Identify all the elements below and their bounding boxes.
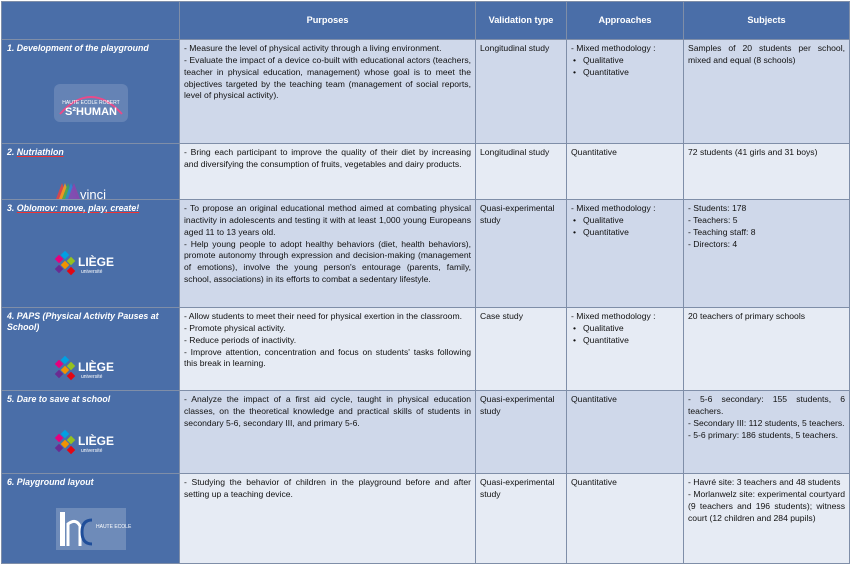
logo-text: LIÈGE (77, 360, 114, 374)
approaches-cell (567, 40, 684, 144)
approach-item: • Qualitative (571, 215, 679, 227)
subjects-cell (684, 308, 850, 391)
purpose-line: - Measure the level of physical activity through a living environment. (184, 43, 442, 53)
project-cell (2, 200, 180, 308)
project-number: 1. (7, 43, 15, 53)
table-row (2, 200, 850, 308)
approach-item: • Quantitative (571, 335, 679, 347)
header-validation-type: Validation type (476, 2, 567, 40)
table-row (2, 474, 850, 564)
approach-item: • Quantitative (571, 67, 679, 79)
project-cell (2, 474, 180, 564)
project-name: Development of the playground (16, 43, 149, 53)
liege-universite-logo (46, 240, 136, 286)
subject-line: - Students: 178 (688, 203, 747, 213)
subject-line: - Secondary III: 112 students, 5 teachers. (688, 417, 845, 428)
project-name: Nutriathlon (16, 147, 64, 157)
table-row (2, 40, 850, 144)
approach-item: • Qualitative (571, 55, 679, 67)
project-name: Dare to save at school (16, 394, 111, 404)
approach-item: - Mixed methodology : (571, 203, 656, 213)
approaches-list (571, 311, 679, 347)
logo-holder (2, 419, 179, 465)
logo-holder (2, 169, 179, 200)
purposes-cell (180, 40, 476, 144)
logo-small-text: HAUTE ECOLE ROBERT (61, 100, 120, 106)
table-row (2, 308, 850, 391)
logo-holder (2, 345, 179, 391)
logo-small-text: université (80, 269, 102, 275)
approaches-list (571, 147, 679, 159)
purpose-line: - Help young people to adopt healthy behaviors (diet, health behaviors), promote autonomy through expression and decision-making (management of emotions), involve the young person's entourage (parents, family, school, associations) in its efforts to combat a sedentary lifestyle. (184, 238, 471, 285)
project-title (7, 43, 174, 54)
project-number: 4. (7, 311, 15, 321)
purposes-cell (180, 308, 476, 391)
logo-small-text: université (80, 448, 102, 454)
purposes-cell (180, 144, 476, 200)
logo-holder (2, 80, 179, 126)
vinci-logo (46, 169, 136, 200)
approach-item: Quantitative (571, 477, 617, 487)
subjects-cell (684, 391, 850, 474)
purpose-line: - Improve attention, concentration and focus on students' tasks following this break in learning. (184, 346, 471, 369)
project-title (7, 311, 174, 333)
project-title (7, 477, 174, 488)
header-purposes: Purposes (180, 2, 476, 40)
approach-item: • Quantitative (571, 227, 679, 239)
purpose-line: - Evaluate the impact of a device co-built with educational actors (teachers, teacher in physical education, management) whose goal is to meet the objectives targeted by the teaching team (management of social reports, level of physical activity). (184, 54, 471, 101)
purpose-line: - To propose an original educational method aimed at combating physical inactivity in adolescents and testing it with at least 1,000 young Europeans aged 11 to 13 years old. (184, 203, 471, 237)
header-approaches: Approaches (567, 2, 684, 40)
approaches-cell (567, 474, 684, 564)
validation-cell: Quasi-experimental study (476, 474, 567, 564)
approaches-cell (567, 144, 684, 200)
project-title (7, 203, 174, 214)
liege-universite-logo (46, 419, 136, 465)
haute-ecole-logo (46, 506, 136, 552)
logo-small-text: université (80, 374, 102, 380)
purpose-line: - Reduce periods of inactivity. (184, 334, 297, 345)
approach-item: Quantitative (571, 394, 617, 404)
approaches-cell (567, 391, 684, 474)
subjects-cell (684, 200, 850, 308)
purpose-line: - Analyze the impact of a first aid cycle, taught in physical education classes, on the theoretical knowledge and practical skills of students in secondary 5-6, secondary III, and primary 5-6. (184, 394, 471, 428)
logo-text: LIÈGE (77, 255, 114, 269)
approach-item: Quantitative (571, 147, 617, 157)
logo-holder (2, 240, 179, 286)
subject-line: - 5-6 primary: 186 students, 5 teachers. (688, 429, 838, 440)
approaches-list (571, 394, 679, 406)
project-number: 3. (7, 203, 15, 213)
logo-text: vinci (79, 187, 106, 200)
validation-cell: Case study (476, 308, 567, 391)
subjects-cell (684, 474, 850, 564)
approaches-list (571, 203, 679, 239)
table-row (2, 391, 850, 474)
header-project (2, 2, 180, 40)
subject-line: 72 students (41 girls and 31 boys) (688, 147, 818, 157)
purpose-line: - Studying the behavior of children in the playground before and after setting up a teaching device. (184, 477, 471, 499)
approaches-cell (567, 200, 684, 308)
table-row (2, 144, 850, 200)
project-name: Oblomov: move, play, create! (16, 203, 140, 213)
subject-line: Samples of 20 students per school, mixed and equal (8 schools) (688, 43, 845, 65)
project-title (7, 394, 174, 405)
hauts-de-france-shuman-logo (46, 80, 136, 126)
approaches-cell (567, 308, 684, 391)
logo-text: LIÈGE (77, 434, 114, 448)
subjects-cell (684, 144, 850, 200)
project-title (7, 147, 174, 158)
approach-item: - Mixed methodology : (571, 43, 656, 53)
approaches-list (571, 477, 679, 489)
header-row (2, 2, 850, 40)
validation-cell: Longitudinal study (476, 40, 567, 144)
project-cell (2, 40, 180, 144)
approaches-list (571, 43, 679, 79)
purpose-line: - Promote physical activity. (184, 322, 286, 333)
project-number: 5. (7, 394, 15, 404)
subject-line: 20 teachers of primary schools (688, 311, 806, 321)
subject-line: - Teachers: 5 (688, 214, 738, 225)
approach-item: • Qualitative (571, 323, 679, 335)
purposes-cell (180, 474, 476, 564)
subject-line: - Morlanwelz site: experimental courtyard (9 teachers and 196 students); witness court (12 children and 284 pupils) (688, 488, 845, 523)
project-number: 2. (7, 147, 15, 157)
purpose-line: - Allow students to meet their need for physical exertion in the classroom. (184, 311, 462, 321)
subject-line: - Teaching staff: 8 (688, 226, 756, 237)
approach-item: - Mixed methodology : (571, 311, 656, 321)
project-cell (2, 308, 180, 391)
purposes-cell (180, 200, 476, 308)
project-name: Playground layout (16, 477, 94, 487)
project-name: PAPS (Physical Activity Pauses at School) (7, 311, 159, 332)
validation-cell: Quasi-experimental study (476, 200, 567, 308)
project-number: 6. (7, 477, 15, 487)
purpose-line: - Bring each participant to improve the quality of their diet by increasing and diversifying the consumption of fruits, vegetables and dairy products. (184, 147, 471, 169)
liege-universite-logo (46, 345, 136, 391)
project-cell (2, 391, 180, 474)
project-cell (2, 144, 180, 200)
subjects-cell (684, 40, 850, 144)
subject-line: - Havré site: 3 teachers and 48 students (688, 477, 841, 487)
validation-cell: Longitudinal study (476, 144, 567, 200)
logo-text: S²HUMAN (64, 106, 117, 118)
logo-holder (2, 506, 179, 552)
subject-line: - Directors: 4 (688, 238, 738, 249)
validation-cell: Quasi-experimental study (476, 391, 567, 474)
logo-text: HAUTE ECOLE (95, 524, 131, 530)
projects-table (1, 1, 850, 564)
purposes-cell (180, 391, 476, 474)
header-subjects: Subjects (684, 2, 850, 40)
subject-line: - 5-6 secondary: 155 students, 6 teachers. (688, 394, 845, 416)
